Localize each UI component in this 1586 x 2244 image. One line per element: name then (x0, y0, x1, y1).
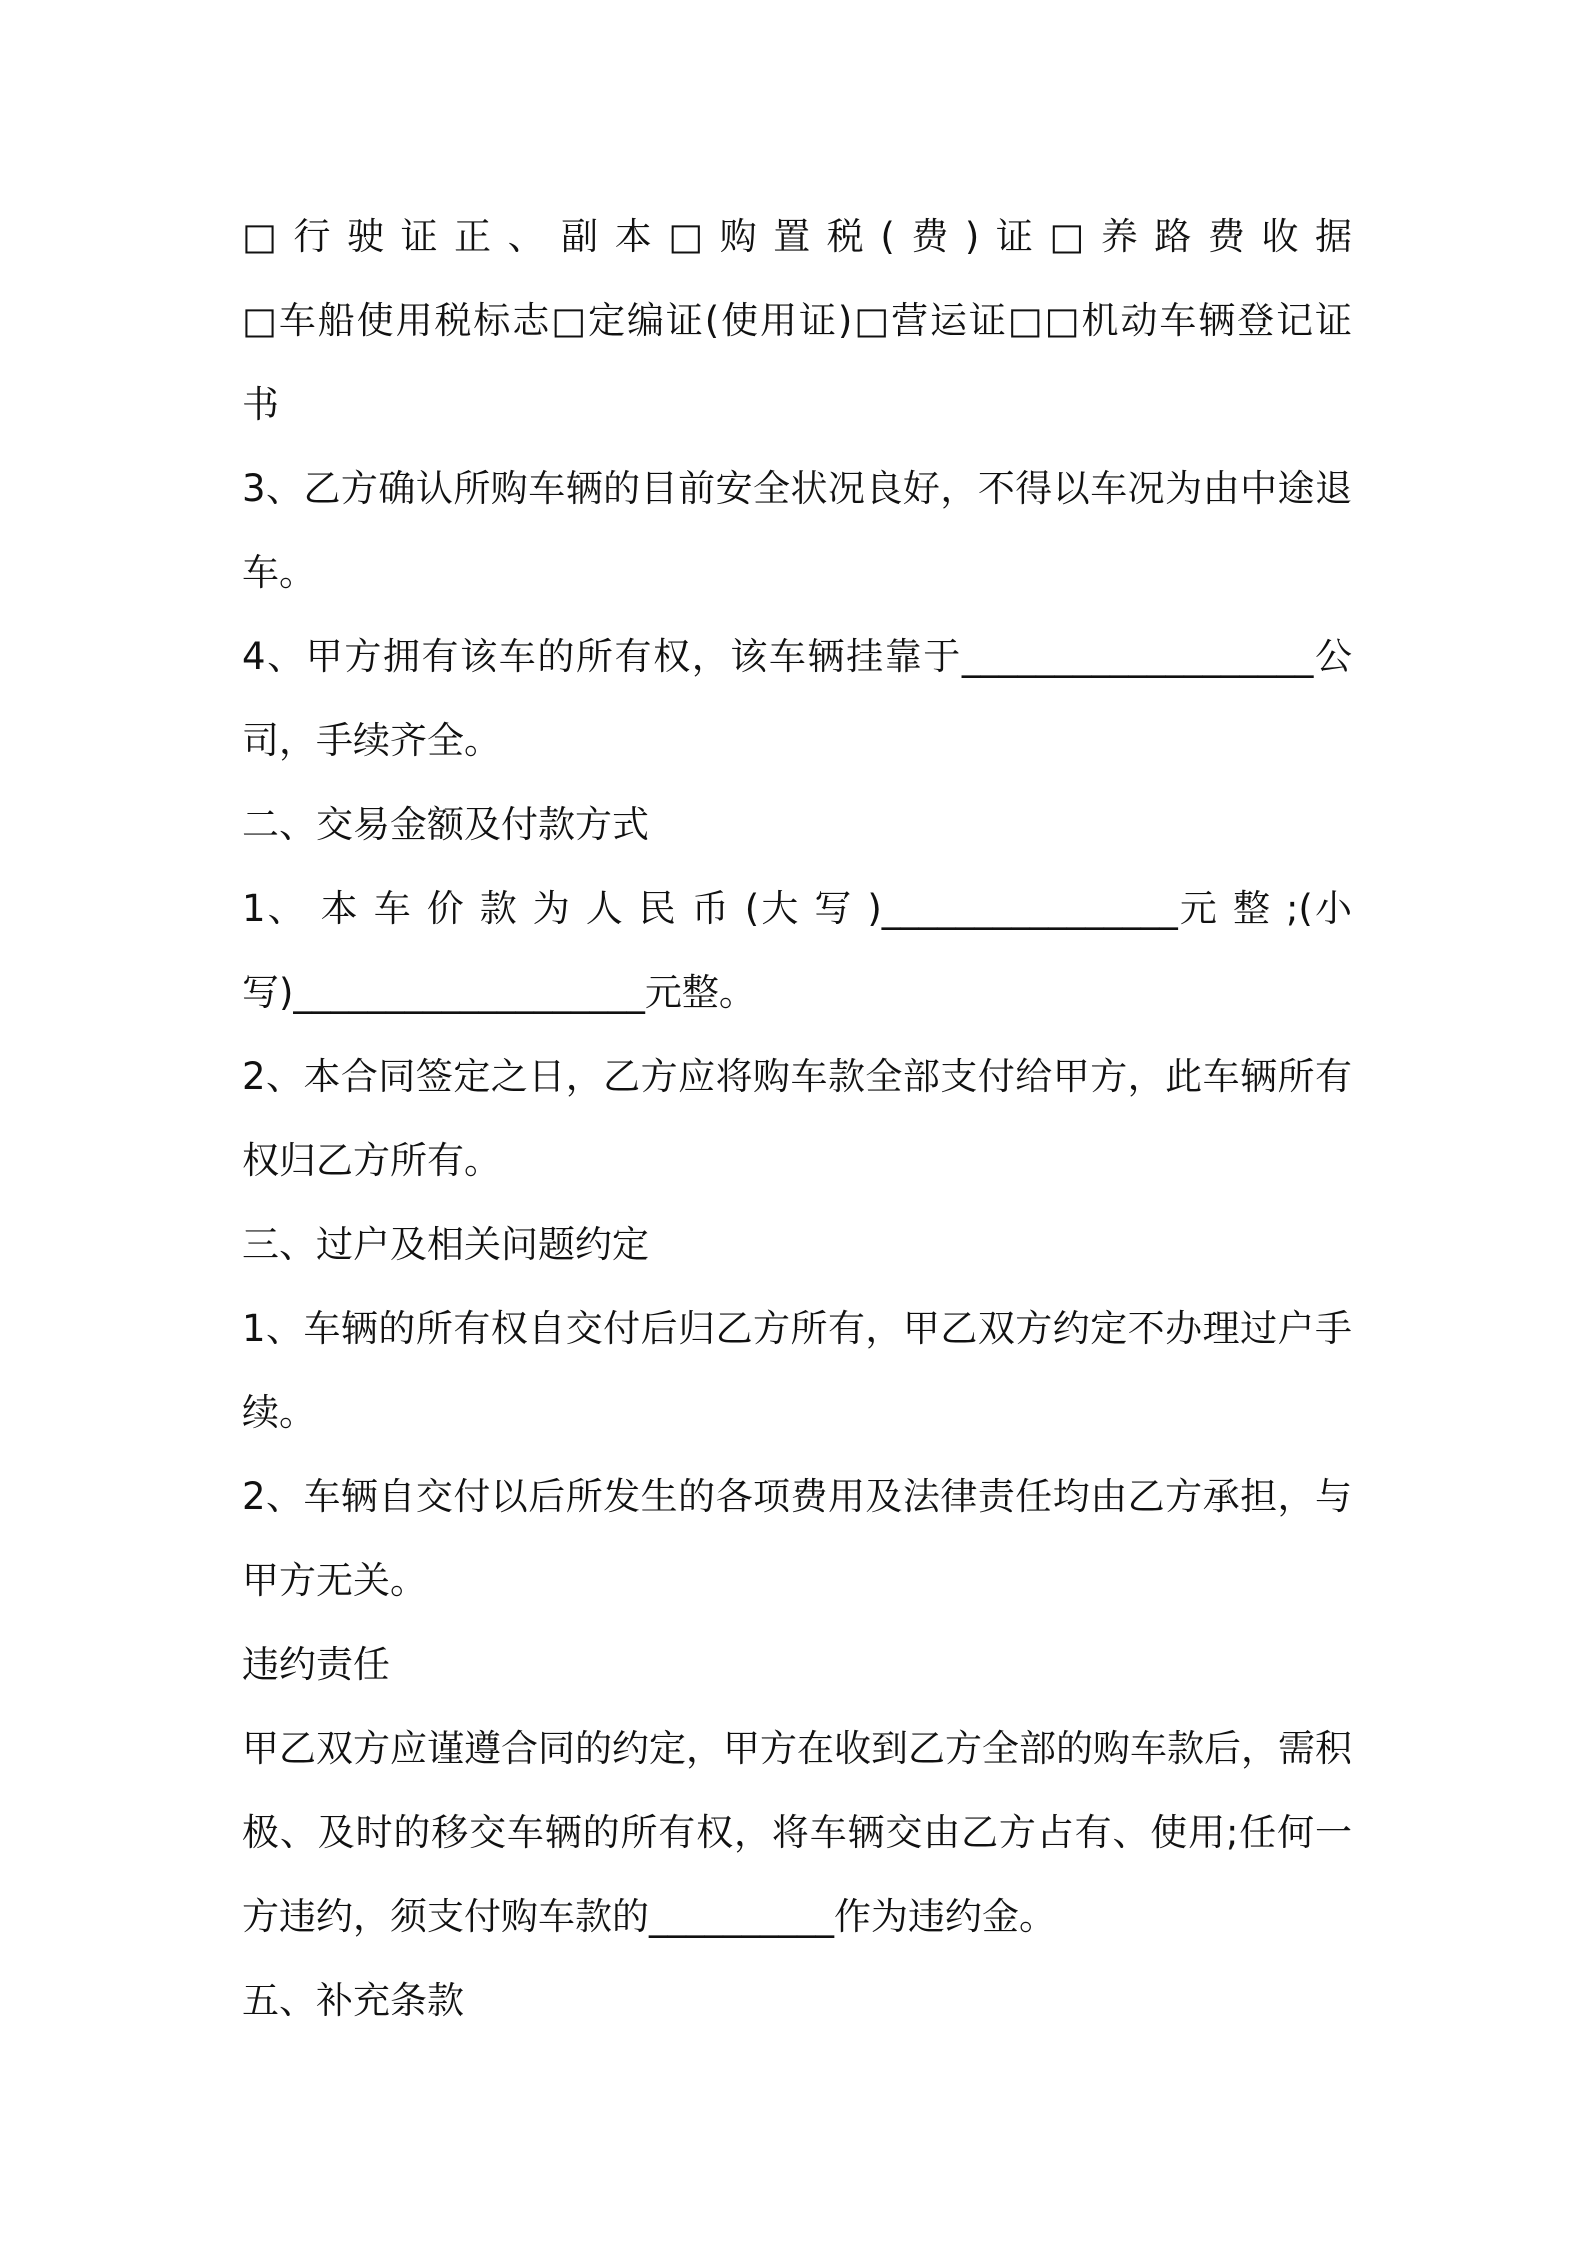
document-line-transfer-1-cont: 续。 (242, 1391, 316, 1434)
section-heading-breach: 违约责任 (242, 1643, 390, 1686)
document-line-breach-2: 极、及时的移交车辆的所有权，将车辆交由乙方占有、使用;任何一 (242, 1811, 1352, 1854)
document-line-payment-2-cont: 权归乙方所有。 (242, 1139, 501, 1182)
document-line-price: 1、 本 车 价 款 为 人 民 币 (大 写 )________________元 整 ;(小 (242, 887, 1352, 930)
document-line-transfer-2: 2、车辆自交付以后所发生的各项费用及法律责任均由乙方承担，与 (242, 1475, 1352, 1518)
document-line-clause-3: 3、乙方确认所购车辆的目前安全状况良好，不得以车况为由中途退 (242, 467, 1352, 510)
document-line-transfer-2-cont: 甲方无关。 (242, 1559, 427, 1602)
document-line-breach-1: 甲乙双方应谨遵合同的约定，甲方在收到乙方全部的购车款后，需积 (242, 1727, 1352, 1770)
document-line-transfer-1: 1、车辆的所有权自交付后归乙方所有，甲乙双方约定不办理过户手 (242, 1307, 1352, 1350)
section-heading-supplementary: 五、补充条款 (242, 1979, 464, 2022)
document-line-payment-2: 2、本合同签定之日，乙方应将购车款全部支付给甲方，此车辆所有 (242, 1055, 1352, 1098)
document-body (242, 195, 1352, 2043)
document-line-clause-4: 4、甲方拥有该车的所有权，该车辆挂靠于___________________公 (242, 635, 1352, 678)
document-line-clause-4-cont: 司，手续齐全。 (242, 719, 501, 762)
section-heading-transfer: 三、过户及相关问题约定 (242, 1223, 649, 1266)
document-line-checklist-2: □车船使用税标志□定编证(使用证)□营运证□□机动车辆登记证 (242, 299, 1352, 342)
document-line-price-cont: 写)___________________元整。 (242, 971, 756, 1014)
document-line-checklist-2-cont: 书 (242, 383, 279, 426)
document-line-checklist-1: □行驶证正、副本□购置税(费)证□养路费收据 (242, 215, 1352, 258)
document-line-clause-3-cont: 车。 (242, 551, 316, 594)
section-heading-payment: 二、交易金额及付款方式 (242, 803, 649, 846)
document-line-breach-3: 方违约，须支付购车款的__________作为违约金。 (242, 1895, 1056, 1938)
